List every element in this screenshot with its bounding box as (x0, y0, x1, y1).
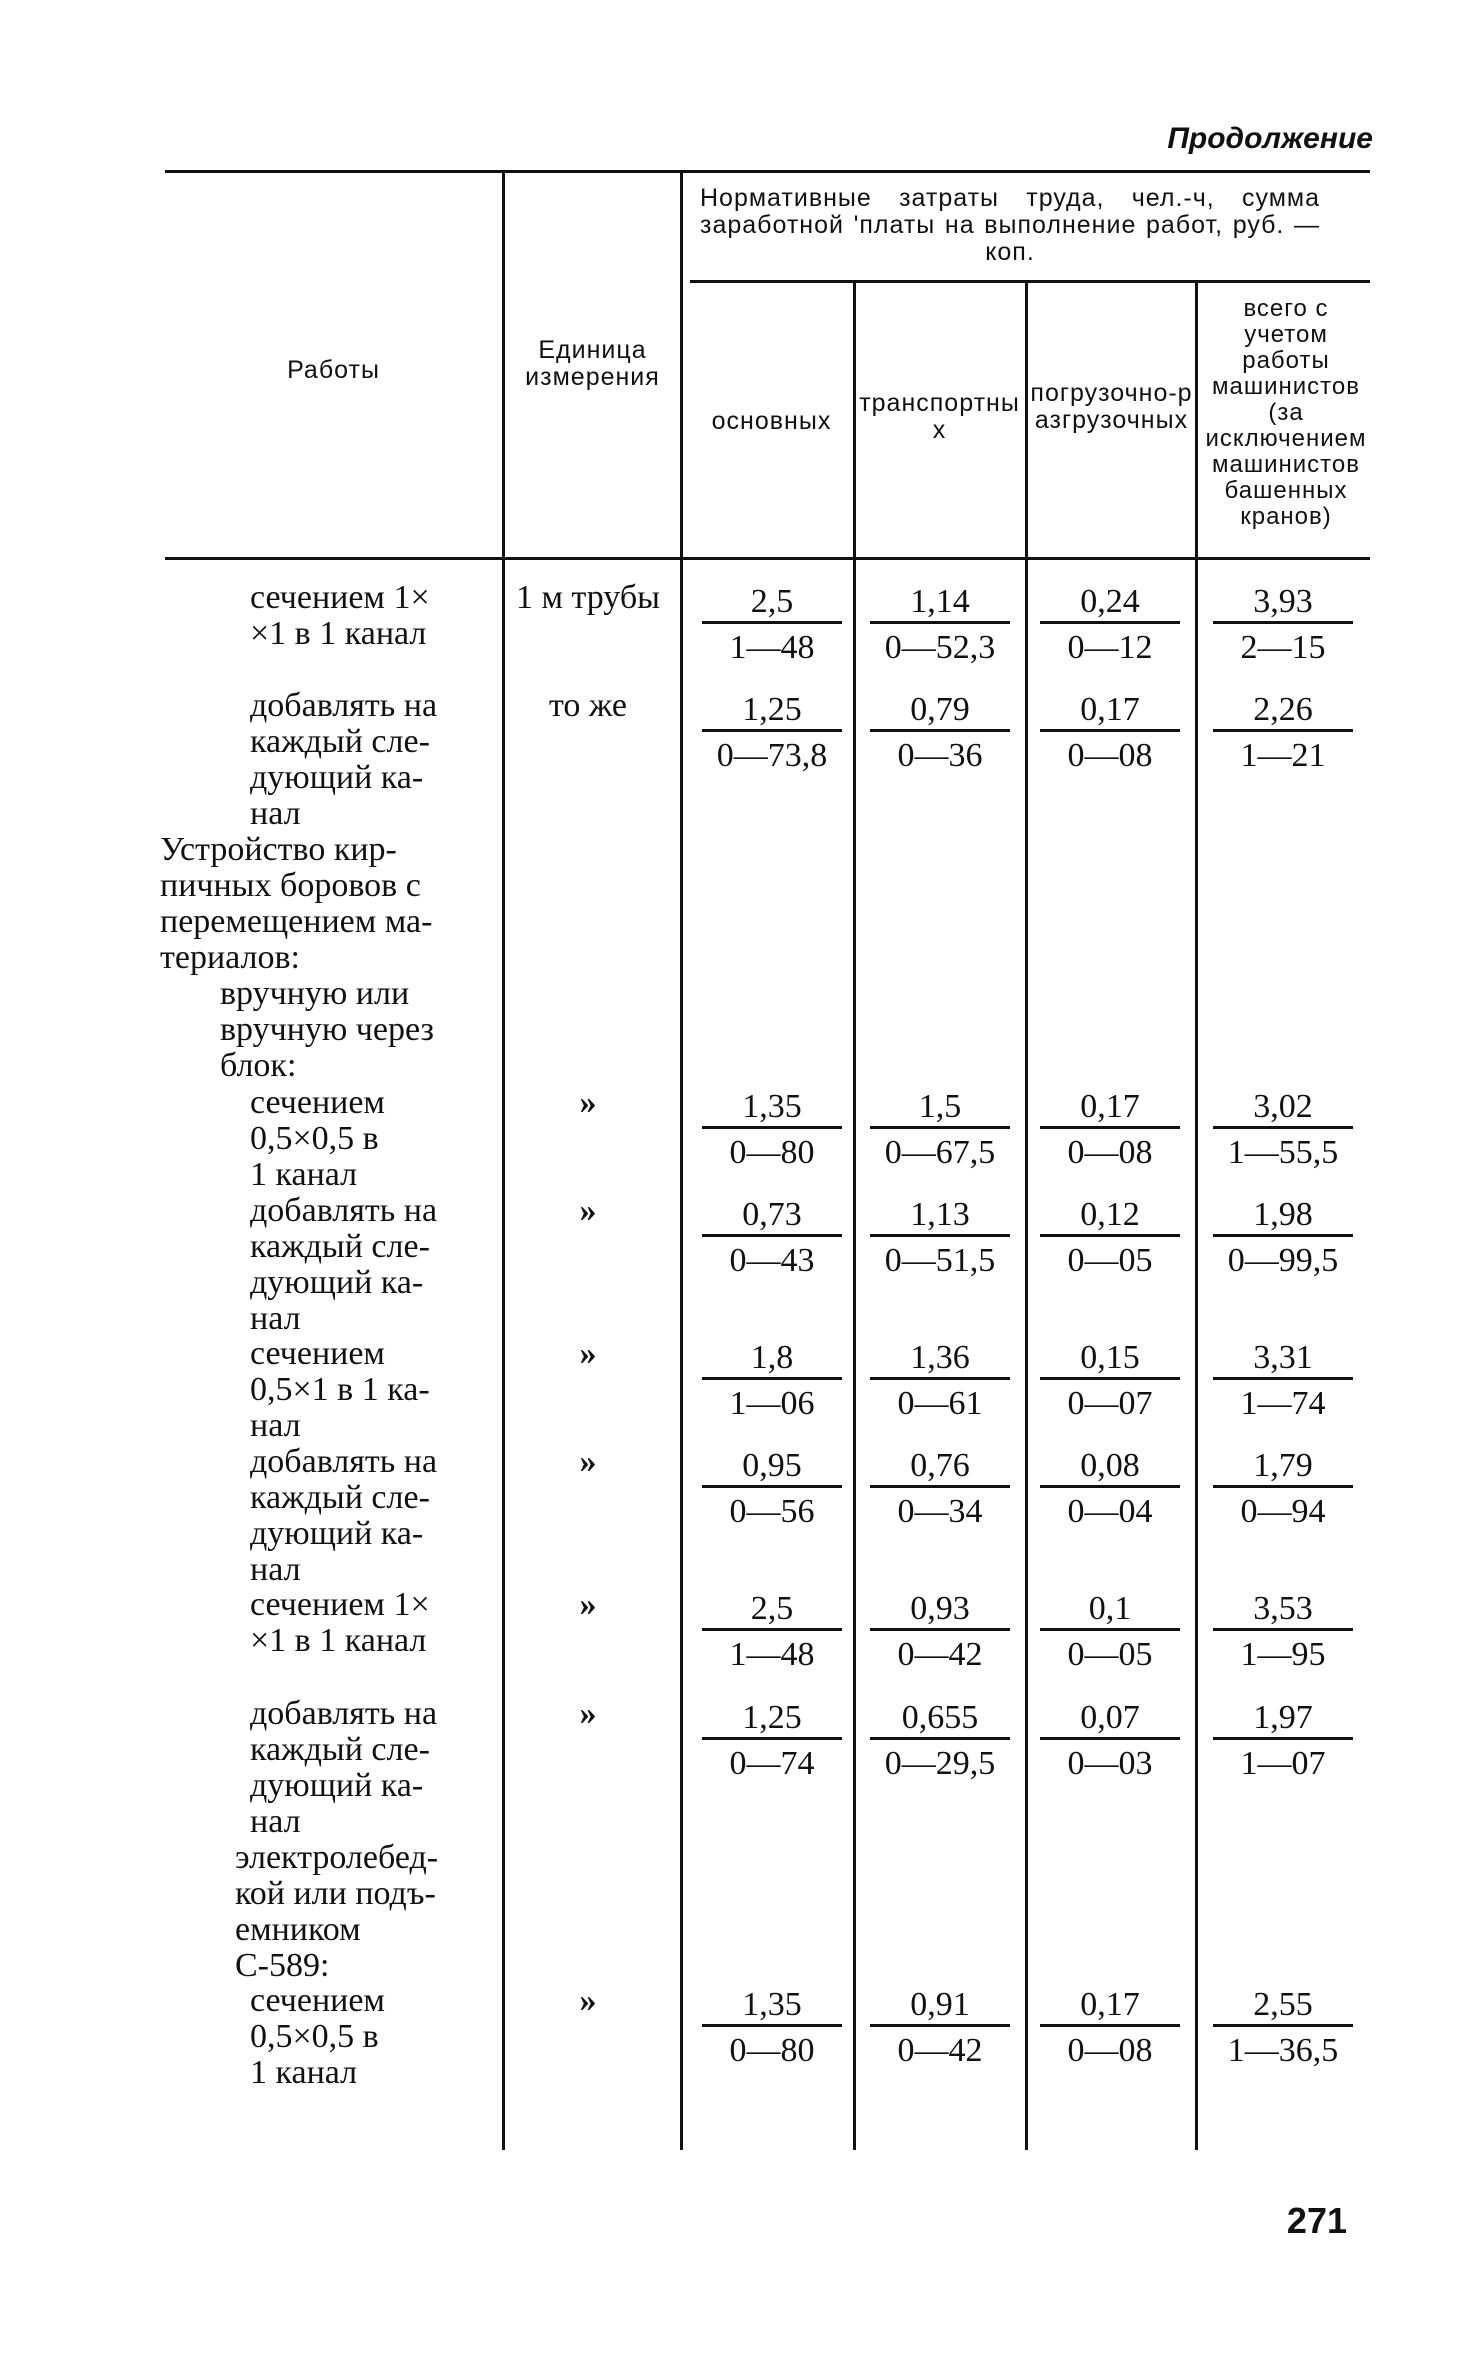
wage-amount: 0—08 (1067, 1134, 1153, 1171)
labor-hours: 1,14 (870, 580, 1010, 624)
work-description: сечением 1× ×1 в 1 канал (250, 579, 430, 652)
labor-hours: 0,91 (870, 1983, 1010, 2027)
labor-hours: 1,25 (702, 1696, 842, 1740)
unit-of-measure: то же (548, 687, 628, 724)
work-description: электролебед- кой или подъ- емником С-589: (235, 1839, 439, 1984)
unit-of-measure: » (579, 1695, 597, 1732)
work-description: сечением 0,5×0,5 в 1 канал (250, 1084, 385, 1193)
value-loading (1040, 1983, 1180, 2069)
wage-amount: 0—04 (1067, 1493, 1153, 1530)
value-main (702, 1085, 842, 1171)
wage-amount: 0—34 (897, 1493, 983, 1530)
value-main (702, 580, 842, 666)
labor-hours: 1,35 (702, 1983, 842, 2027)
unit-of-measure: 1 м трубы (515, 579, 661, 616)
value-main (702, 1193, 842, 1279)
labor-hours: 1,35 (702, 1085, 842, 1129)
wage-amount: 0—08 (1067, 2032, 1153, 2069)
labor-hours: 0,73 (702, 1193, 842, 1237)
value-total (1213, 580, 1353, 666)
work-description: вручную или вручную через блок: (220, 975, 434, 1084)
value-loading (1040, 1696, 1180, 1782)
labor-hours: 3,93 (1213, 580, 1353, 624)
value-main (702, 688, 842, 774)
value-total (1213, 688, 1353, 774)
wage-amount: 0—42 (897, 1636, 983, 1673)
value-loading (1040, 1085, 1180, 1171)
wage-amount: 1—06 (729, 1385, 815, 1422)
work-description: добавлять на каждый сле- дующий ка- нал (250, 1443, 438, 1588)
value-total (1213, 1193, 1353, 1279)
header-norms: Нормативные затраты труда, чел.-ч, сумма заработной 'платы на выполнение работ, руб. — коп. (700, 184, 1320, 266)
work-description: добавлять на каждый сле- дующий ка- нал (250, 687, 438, 832)
value-main (702, 1696, 842, 1782)
wage-amount: 0—80 (729, 1134, 815, 1171)
labor-hours: 0,1 (1040, 1587, 1180, 1631)
labor-hours: 1,36 (870, 1336, 1010, 1380)
value-total (1213, 1587, 1353, 1673)
wage-amount: 0—56 (729, 1493, 815, 1530)
value-main (702, 1444, 842, 1530)
unit-of-measure: » (579, 1335, 597, 1372)
labor-hours: 1,5 (870, 1085, 1010, 1129)
work-description: Устройство кир- пичных боровов с перемещением ма- териалов: (160, 831, 433, 976)
value-loading (1040, 688, 1180, 774)
labor-hours: 2,5 (702, 1587, 842, 1631)
value-total (1213, 1444, 1353, 1530)
work-description: сечением 1× ×1 в 1 канал (250, 1586, 430, 1659)
wage-amount: 0—73,8 (716, 737, 828, 774)
labor-hours: 2,55 (1213, 1983, 1353, 2027)
wage-amount: 1—74 (1240, 1385, 1326, 1422)
wage-amount: 0—29,5 (884, 1745, 996, 1782)
wage-amount: 1—48 (729, 629, 815, 666)
wage-amount: 2—15 (1240, 629, 1326, 666)
value-transport (870, 1193, 1010, 1279)
header-col-main: основных (711, 407, 832, 435)
wage-amount: 1—55,5 (1227, 1134, 1339, 1171)
labor-hours: 0,15 (1040, 1336, 1180, 1380)
labor-hours: 2,26 (1213, 688, 1353, 732)
value-main (702, 1587, 842, 1673)
header-inner-rule (690, 280, 1370, 283)
value-loading (1040, 1193, 1180, 1279)
labor-hours: 0,79 (870, 688, 1010, 732)
value-total (1213, 1085, 1353, 1171)
value-main (702, 1983, 842, 2069)
wage-amount: 0—94 (1240, 1493, 1326, 1530)
value-transport (870, 580, 1010, 666)
value-transport (870, 1587, 1010, 1673)
wage-amount: 0—07 (1067, 1385, 1153, 1422)
value-transport (870, 1983, 1010, 2069)
unit-of-measure: » (579, 1084, 597, 1121)
value-total (1213, 1336, 1353, 1422)
labor-hours: 1,98 (1213, 1193, 1353, 1237)
unit-of-measure: » (579, 1982, 597, 2019)
header-col-transport: транспортных (859, 389, 1020, 444)
value-loading (1040, 1587, 1180, 1673)
table-top-rule (165, 170, 1370, 173)
col-divider-5 (1195, 282, 1198, 2150)
labor-hours: 1,79 (1213, 1444, 1353, 1488)
labor-hours: 0,24 (1040, 580, 1180, 624)
labor-hours: 0,07 (1040, 1696, 1180, 1740)
value-main (702, 1336, 842, 1422)
labor-hours: 0,08 (1040, 1444, 1180, 1488)
value-loading (1040, 1336, 1180, 1422)
value-transport (870, 1336, 1010, 1422)
value-total (1213, 1983, 1353, 2069)
wage-amount: 0—43 (729, 1242, 815, 1279)
wage-amount: 0—52,3 (884, 629, 996, 666)
wage-amount: 1—48 (729, 1636, 815, 1673)
wage-amount: 1—36,5 (1227, 2032, 1339, 2069)
labor-hours: 2,5 (702, 580, 842, 624)
wage-amount: 0—42 (897, 2032, 983, 2069)
unit-of-measure: » (579, 1192, 597, 1229)
labor-hours: 3,02 (1213, 1085, 1353, 1129)
wage-amount: 0—05 (1067, 1636, 1153, 1673)
header-unit: Единица измерения (525, 336, 660, 391)
wage-amount: 0—51,5 (884, 1242, 996, 1279)
wage-amount: 0—03 (1067, 1745, 1153, 1782)
header-col-loading: погрузочно-разгрузочных (1030, 379, 1193, 434)
wage-amount: 1—07 (1240, 1745, 1326, 1782)
value-loading (1040, 1444, 1180, 1530)
labor-hours: 0,95 (702, 1444, 842, 1488)
labor-hours: 0,17 (1040, 688, 1180, 732)
wage-amount: 0—67,5 (884, 1134, 996, 1171)
value-loading (1040, 580, 1180, 666)
wage-amount: 0—05 (1067, 1242, 1153, 1279)
unit-of-measure: » (579, 1586, 597, 1623)
labor-hours: 3,31 (1213, 1336, 1353, 1380)
work-description: сечением 0,5×0,5 в 1 канал (250, 1982, 385, 2091)
col-divider-4 (1025, 282, 1028, 2150)
value-transport (870, 688, 1010, 774)
wage-amount: 0—99,5 (1227, 1242, 1339, 1279)
unit-of-measure: » (579, 1443, 597, 1480)
labor-hours: 0,655 (870, 1696, 1010, 1740)
wage-amount: 0—80 (729, 2032, 815, 2069)
wage-amount: 1—95 (1240, 1636, 1326, 1673)
continuation-label: Продолжение (1167, 122, 1373, 155)
value-transport (870, 1696, 1010, 1782)
work-description: добавлять на каждый сле- дующий ка- нал (250, 1695, 438, 1840)
col-divider-3 (853, 282, 856, 2150)
value-total (1213, 1696, 1353, 1782)
labor-hours: 0,76 (870, 1444, 1010, 1488)
wage-amount: 0—08 (1067, 737, 1153, 774)
wage-amount: 0—12 (1067, 629, 1153, 666)
wage-amount: 1—21 (1240, 737, 1326, 774)
header-col-total: всего с учетом работы машинистов (за исключением машинистов башенных кранов) (1205, 295, 1367, 530)
labor-hours: 1,8 (702, 1336, 842, 1380)
labor-hours: 1,97 (1213, 1696, 1353, 1740)
value-transport (870, 1085, 1010, 1171)
wage-amount: 0—61 (897, 1385, 983, 1422)
col-divider-2 (680, 170, 683, 2150)
header-bottom-rule (165, 557, 1370, 560)
work-description: добавлять на каждый сле- дующий ка- нал (250, 1192, 438, 1337)
col-divider-1 (502, 170, 505, 2150)
value-transport (870, 1444, 1010, 1530)
labor-hours: 1,13 (870, 1193, 1010, 1237)
labor-hours: 0,17 (1040, 1983, 1180, 2027)
labor-hours: 1,25 (702, 688, 842, 732)
wage-amount: 0—74 (729, 1745, 815, 1782)
header-works: Работы (287, 356, 380, 384)
work-description: сечением 0,5×1 в 1 ка- нал (250, 1335, 430, 1444)
labor-hours: 3,53 (1213, 1587, 1353, 1631)
labor-hours: 0,93 (870, 1587, 1010, 1631)
labor-hours: 0,17 (1040, 1085, 1180, 1129)
page-number: 271 (1286, 2200, 1347, 2241)
wage-amount: 0—36 (897, 737, 983, 774)
labor-hours: 0,12 (1040, 1193, 1180, 1237)
